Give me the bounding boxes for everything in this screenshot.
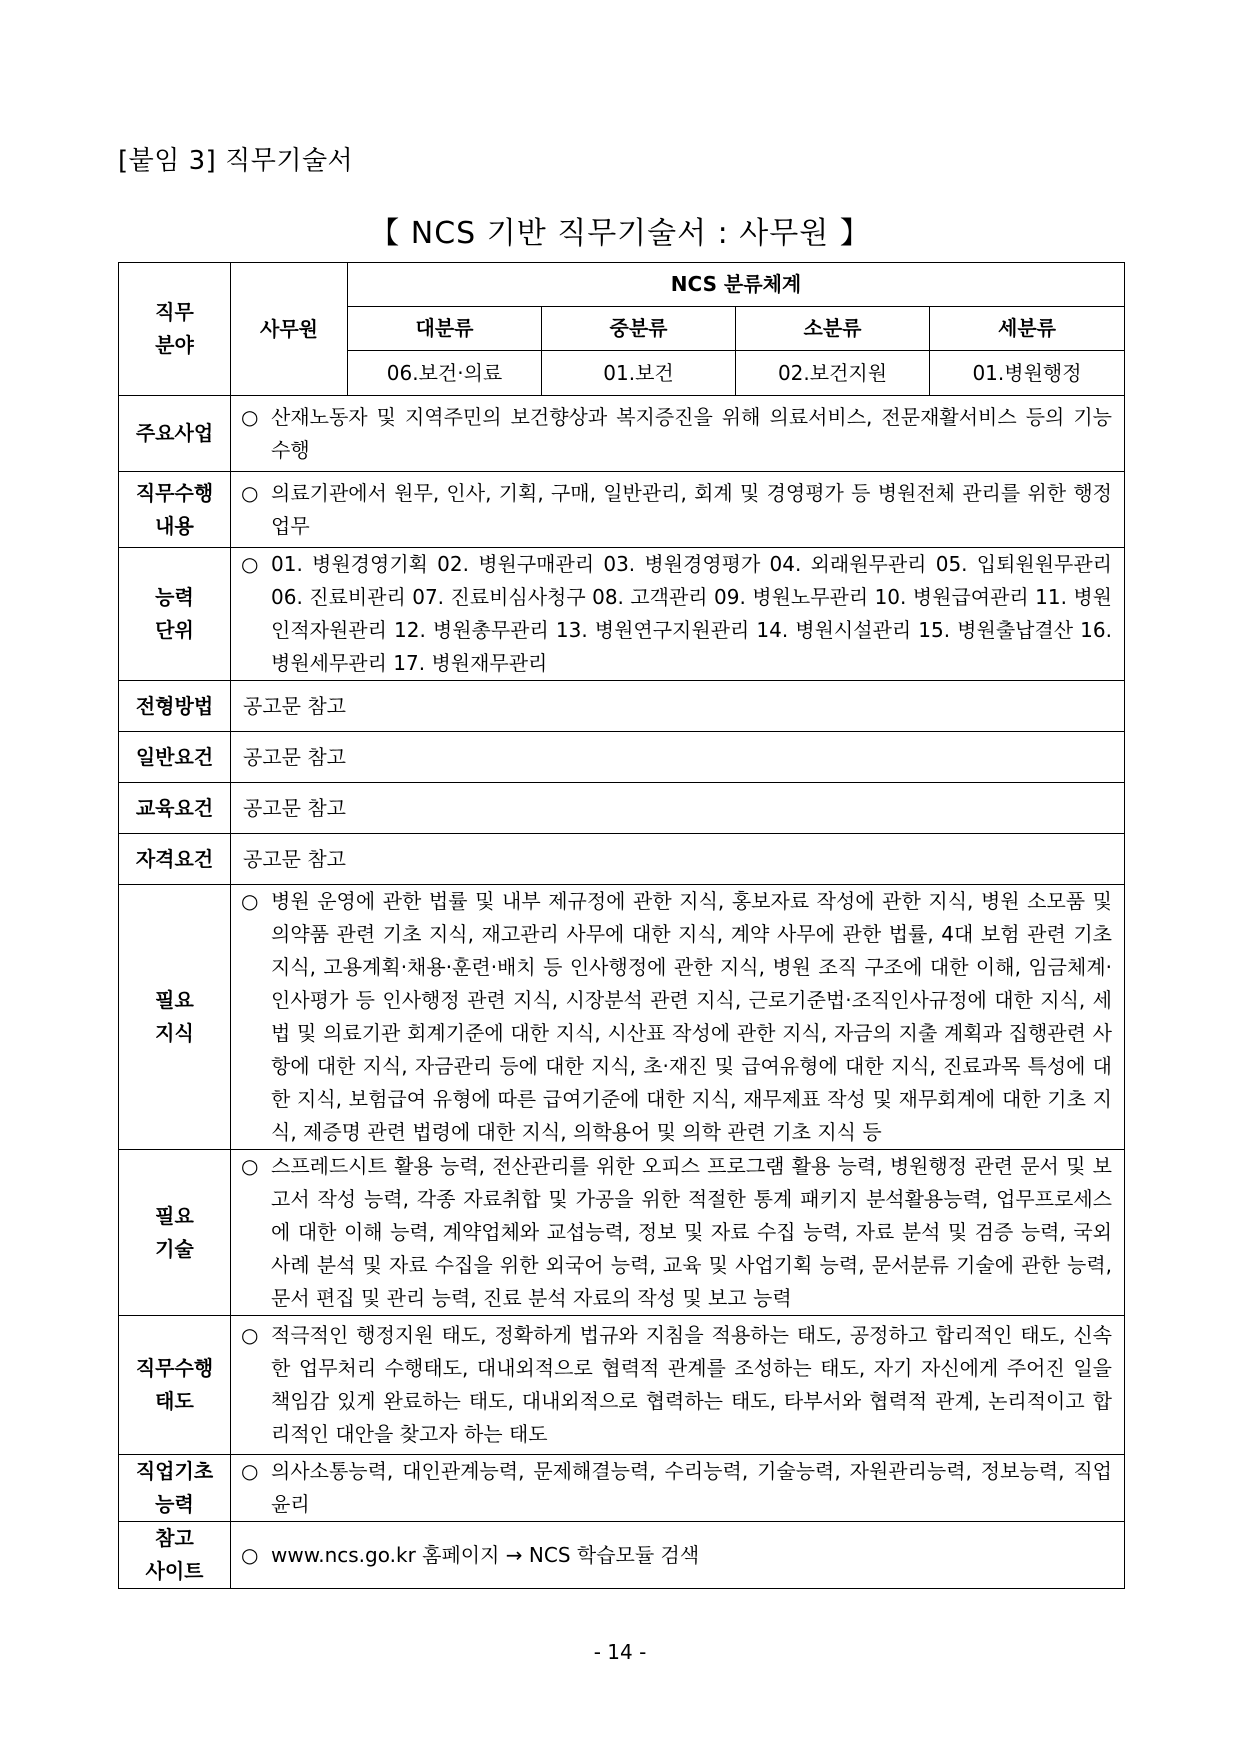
row-label-required-skills: 필요 기술 [119,1150,231,1316]
row-content-education-requirements: 공고문 참고 [231,783,1125,834]
table-row [119,834,1125,885]
middle-category-value: 01.보건 [542,351,736,396]
row-label-job-content: 직무수행 내용 [119,472,231,548]
row-content-basic-job-abilities: ○ 의사소통능력, 대인관계능력, 문제해결능력, 수리능력, 기술능력, 자원관리능력, 정보능력, 직업윤리 [231,1455,1125,1522]
row-label-main-business: 주요사업 [119,396,231,472]
sub-category-label: 세분류 [930,307,1125,351]
table-row [119,1316,1125,1455]
bullet: ○ [241,1323,259,1347]
major-category-value: 06.보건·의료 [348,351,542,396]
document-title: 【 NCS 기반 직무기술서 : 사무원 】 [369,216,871,251]
middle-category-label: 중분류 [542,307,736,351]
row-label-education-requirements: 교육요건 [119,783,231,834]
bullet: ○ [241,552,259,576]
job-description-table [118,262,1125,1589]
row-content-main-business: ○ 산재노동자 및 지역주민의 보건향상과 복지증진을 위해 의료서비스, 전문재활서비스 등의 기능 수행 [231,396,1125,472]
job-field-value: 사무원 [231,263,348,396]
table-row [119,396,1125,472]
row-label-selection-method: 전형방법 [119,681,231,732]
row-content-job-attitude: ○ 적극적인 행정지원 태도, 정확하게 법규와 지침을 적용하는 태도, 공정하고 합리적인 태도, 신속한 업무처리 수행태도, 대내외적으로 협력적 관계를 조성하는 태도, 자기 자신에게 주어진 일을 책임감 있게 완료하는 태도, 대내외적으로 협력하는 태도, 타부서와 협력적 관계, 논리적이고 합리적인 대안을 찾고자 하는 태도 [231,1316,1125,1455]
major-category-label: 대분류 [348,307,542,351]
table-row [119,885,1125,1150]
sub-category-value: 01.병원행정 [930,351,1125,396]
ncs-classification-header: NCS 분류체계 [348,263,1125,307]
ncs-site-link[interactable]: www.ncs.go.kr 홈페이지 → NCS 학습모듈 검색 [271,1542,700,1567]
table-row [119,1522,1125,1589]
table-row [119,548,1125,681]
row-label-reference-site: 참고 사이트 [119,1522,231,1589]
attachment-label: [붙임 3] 직무기술서 [118,146,354,176]
bullet: ○ [241,889,259,913]
row-label-basic-job-abilities: 직업기초 능력 [119,1455,231,1522]
row-label-ability-units: 능력 단위 [119,548,231,681]
row-content-general-requirements: 공고문 참고 [231,732,1125,783]
table-row [119,1455,1125,1522]
table-row [119,1150,1125,1316]
minor-category-value: 02.보건지원 [736,351,930,396]
row-content-qualification-requirements: 공고문 참고 [231,834,1125,885]
table-row [119,472,1125,548]
row-label-general-requirements: 일반요건 [119,732,231,783]
row-content-selection-method: 공고문 참고 [231,681,1125,732]
row-label-job-attitude: 직무수행 태도 [119,1316,231,1455]
row-content-required-knowledge: ○ 병원 운영에 관한 법률 및 내부 제규정에 관한 지식, 홍보자료 작성에 관한 지식, 병원 소모품 및 의약품 관련 기초 지식, 재고관리 사무에 대한 지식, 계약 사무에 관한 법률, 4대 보험 관련 기초 지식, 고용계획·채용·훈련·배치 등 인사행정에 관한 지식, 병원 조직 구조에 대한 이해, 임금체계·인사평가 등 인사행정 관련 지식, 시장분석 관련 지식, 근로기준법·조직인사규정에 대한 지식, 세법 및 의료기관 회계기준에 대한 지식, 시산표 작성에 관한 지식, 자금의 지출 계획과 집행관련 사항에 대한 지식, 자금관리 등에 대한 지식, 초·재진 및 급여유형에 대한 지식, 진료과목 특성에 대한 지식, 보험급여 유형에 따른 급여기준에 대한 지식, 재무제표 작성 및 재무회계에 대한 기초 지식, 제증명 관련 법령에 대한 지식, 의학용어 및 의학 관련 기초 지식 등 [231,885,1125,1150]
row-content-reference-site [231,1522,1125,1589]
job-field-label: 직무 분야 [119,263,231,396]
minor-category-label: 소분류 [736,307,930,351]
row-content-job-content: ○ 의료기관에서 원무, 인사, 기획, 구매, 일반관리, 회계 및 경영평가 등 병원전체 관리를 위한 행정업무 [231,472,1125,548]
table-row [119,681,1125,732]
row-content-required-skills: ○ 스프레드시트 활용 능력, 전산관리를 위한 오피스 프로그램 활용 능력, 병원행정 관련 문서 및 보고서 작성 능력, 각종 자료취합 및 가공을 위한 적절한 통계 패키지 분석활용능력, 업무프로세스에 대한 이해 능력, 계약업체와 교섭능력, 정보 및 자료 수집 능력, 자료 분석 및 검증 능력, 국외 사례 분석 및 자료 수집을 위한 외국어 능력, 교육 및 사업기획 능력, 문서분류 기술에 관한 능력, 문서 편집 및 관리 능력, 진료 분석 자료의 작성 및 보고 능력 [231,1150,1125,1316]
bullet: ○ [241,480,259,505]
bullet: ○ [241,404,259,429]
table-row [119,783,1125,834]
bullet: ○ [241,1542,259,1567]
row-label-required-knowledge: 필요 지식 [119,885,231,1150]
row-content-ability-units: ○ 01. 병원경영기획 02. 병원구매관리 03. 병원경영평가 04. 외래원무관리 05. 입퇴원원무관리 06. 진료비관리 07. 진료비심사청구 08. 고객관리 09. 병원노무관리 10. 병원급여관리 11. 병원인적자원관리 12. 병원총무관리 13. 병원연구지원관리 14. 병원시설관리 15. 병원출납결산 16. 병원세무관리 17. 병원재무관리 [231,548,1125,681]
bullet: ○ [241,1459,259,1483]
page-number: - 14 - [593,1640,647,1664]
table-row [119,732,1125,783]
row-label-qualification-requirements: 자격요건 [119,834,231,885]
bullet: ○ [241,1154,259,1178]
